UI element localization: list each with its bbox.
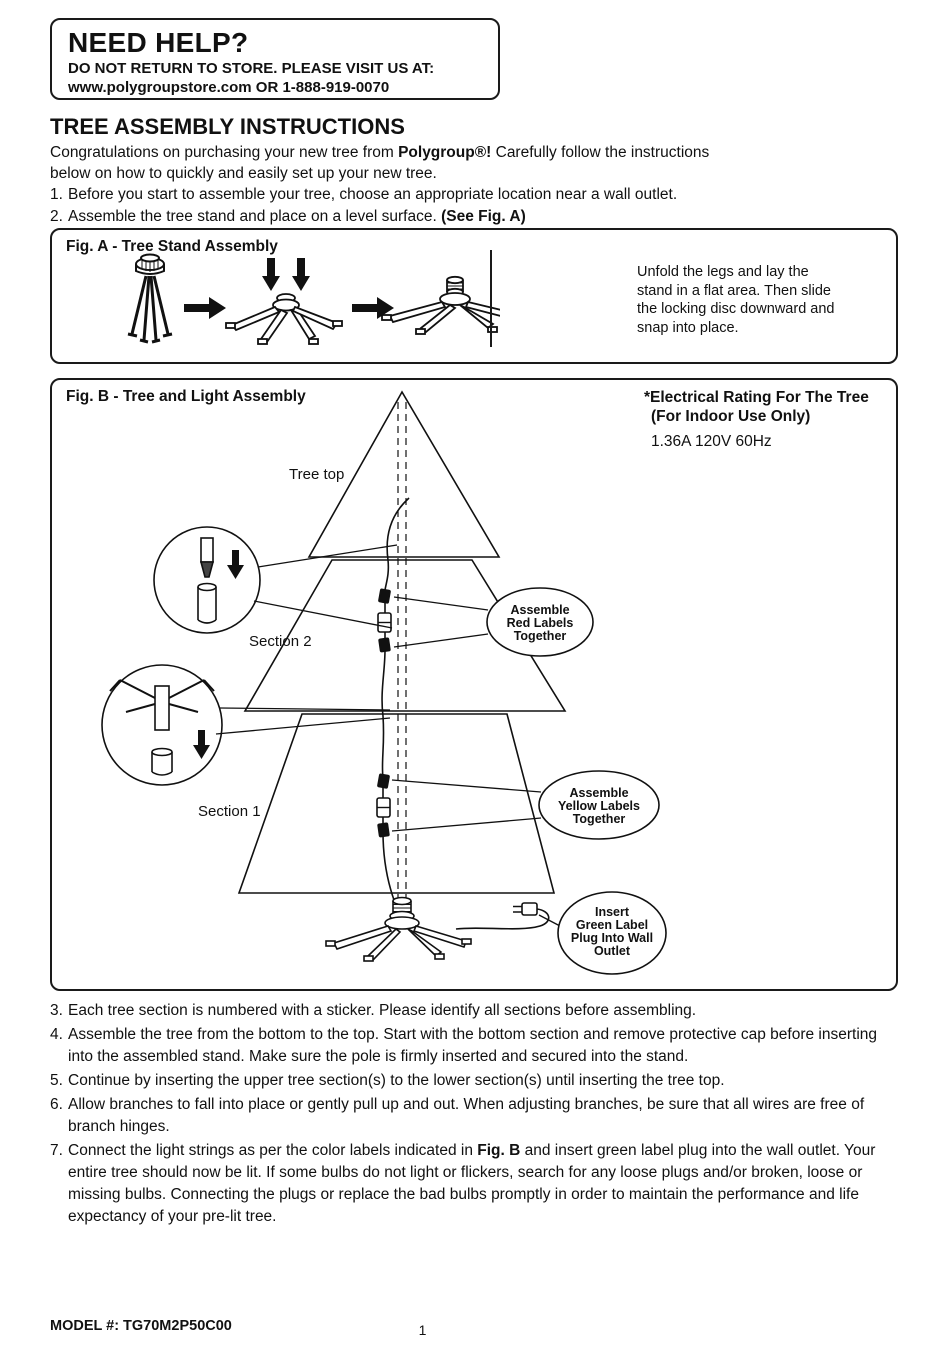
step-text: Continue by inserting the upper tree section(s) to the lower section(s) until inserting the tree top. [68,1072,725,1089]
step-text: Assemble the tree from the bottom to the top. Start with the bottom section and remove protective cap before inserting into the assembled stand. Make sure the pole is firmly inserted and secured into the stand. [68,1026,878,1065]
assembled-stand-icon [382,277,500,334]
branch-hinge-detail-circle [102,665,222,785]
steps-top [50,184,895,228]
red-callout-line2: Red Labels [506,616,574,630]
red-label-connectors [378,588,391,652]
green-callout-line4: Outlet [593,944,631,958]
step-number: 6. [50,1096,63,1113]
help-contact-info: www.polygroupstore.com OR 1-888-919-0070 [68,79,390,96]
tree-section-1 [239,714,554,893]
step-number: 3. [50,1002,63,1019]
step-2 [50,206,895,227]
green-callout-line3: Plug Into Wall [570,931,654,945]
fig-a-box [50,228,898,364]
fig-a-description: Unfold the legs and lay the stand in a flat area. Then slide the locking disc downward and snap into place. [637,264,835,336]
step-6 [50,1094,900,1138]
help-subtitle: DO NOT RETURN TO STORE. PLEASE VISIT US AT: [68,60,435,77]
red-callout-line1: Assemble [510,603,570,617]
step-text-normal: Assemble the tree stand and place on a level surface. [68,208,442,226]
fig-a-divider [490,250,492,347]
step-number: 2. [50,208,63,226]
fig-b-box [50,378,898,991]
unfolding-stand-icon [226,294,342,344]
down-arrow-icon [262,258,310,291]
step-number: 7. [50,1142,63,1159]
step-3 [50,1000,900,1022]
red-callout-line3: Together [513,629,567,643]
step-number: 4. [50,1026,63,1043]
yellow-callout-line3: Together [572,812,626,826]
electrical-rating-line2: (For Indoor Use Only) [651,408,811,426]
step-text [68,206,895,227]
fig-a-title: Fig. A - Tree Stand Assembly [66,238,278,255]
right-arrow-icon [184,297,226,319]
green-plug-icon [456,903,549,929]
step-text-bold: Fig. B [477,1142,521,1159]
green-callout-line1: Insert [594,905,630,919]
electrical-rating-line3: 1.36A 120V 60Hz [651,432,772,450]
step-number: 1. [50,186,63,203]
section-2-label: Section 2 [249,633,312,650]
fig-b-title: Fig. B - Tree and Light Assembly [66,388,306,405]
pole-insert-detail-circle [154,527,260,633]
step-text: Before you start to assemble your tree, choose an appropriate location near a wall outlet. [68,186,678,203]
step-number: 5. [50,1072,63,1089]
step-text-normal: and insert green label plug into the wall outlet. Your entire tree should now be lit. If some bulbs do not light or flickers, search for any loose plugs and/or broken, loose or missing bulbs. Connecting the plugs or replace the bad bulbs promptly in order to maintain the performance and life expectancy of your pre-lit tree. [68,1142,876,1225]
tree-and-light-assembly-diagram [52,380,898,990]
section-1-label: Section 1 [198,803,261,820]
tree-top-label: Tree top [289,466,345,483]
model-number: MODEL #: TG70M2P50C00 [50,1318,232,1334]
step-text-normal: Connect the light strings as per the color labels indicated in [68,1142,478,1159]
tree-stand-assembly-diagram [80,252,500,360]
intro-pre: Congratulations on purchasing your new tree from [50,144,399,161]
step-4 [50,1024,900,1068]
yellow-label-connectors [377,773,390,837]
step-text [68,1140,900,1228]
yellow-callout-line2: Yellow Labels [558,799,640,813]
electrical-rating [644,388,889,451]
folded-stand-icon [128,255,172,343]
page-number: 1 [418,1322,427,1338]
electrical-rating-line1: *Electrical Rating For The Tree [644,389,869,406]
yellow-callout-line1: Assemble [569,786,629,800]
page-title: TREE ASSEMBLY INSTRUCTIONS [50,114,405,139]
intro-post: Carefully follow the instructions below on how to quickly and easily set up your new tree. [50,144,710,183]
brand-name: Polygroup®! [398,144,492,161]
help-box [50,18,500,100]
step-7 [50,1140,900,1228]
help-title: NEED HELP? [68,27,249,58]
step-text-bold: (See Fig. A) [441,208,526,226]
green-callout-line2: Green Label [575,918,649,932]
step-text: Each tree section is numbered with a sticker. Please identify all sections before assembling. [68,1002,697,1019]
tree-stand-icon [326,898,471,962]
step-text: Allow branches to fall into place or gently pull up and out. When adjusting branches, be sure that all wires are free of branch hinges. [68,1096,865,1135]
step-1 [50,184,895,205]
intro-paragraph [50,142,750,184]
steps-bottom [50,1000,900,1230]
step-5 [50,1070,900,1092]
